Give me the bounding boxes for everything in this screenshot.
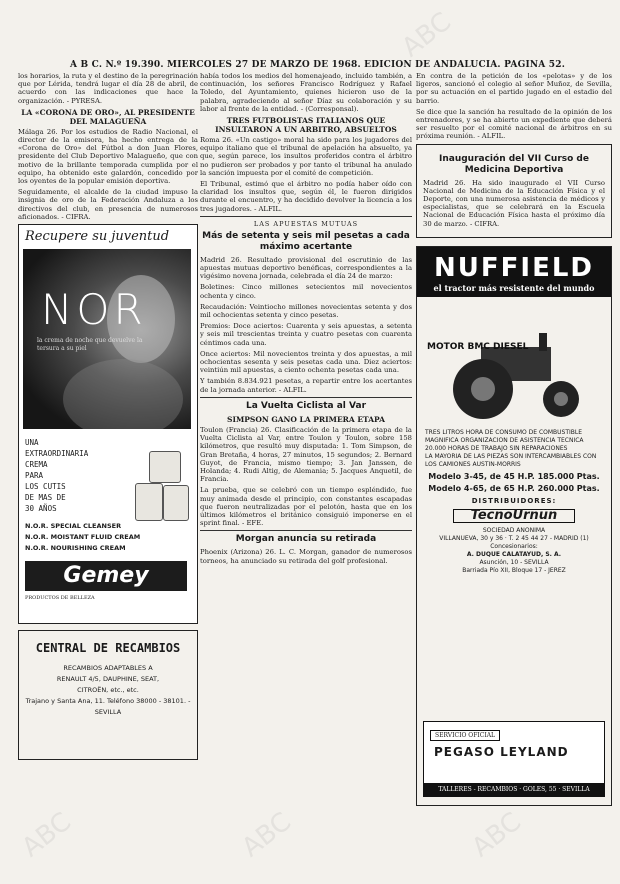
watermark: ABC bbox=[466, 806, 527, 864]
dealer-subtitle: SOCIEDAD ANONIMA bbox=[482, 526, 546, 534]
divider bbox=[200, 397, 412, 398]
jar-icon bbox=[163, 485, 189, 521]
article-headline: LA «CORONA DE ORO», AL PRESIDENTE DEL MALAGUEÑA bbox=[21, 107, 195, 126]
product-item: N.O.R. MOISTANT FLUID CREAM bbox=[25, 533, 141, 542]
nuffield-advertisement bbox=[416, 246, 612, 806]
article-headline: Inauguración del VII Curso de Medicina Deportiva bbox=[439, 153, 589, 175]
product-item: N.O.R. SPECIAL CLEANSER bbox=[25, 522, 122, 531]
article-text: Y también 8.834.921 pesetas, a repartir entre los acertantes de la jornada anterior. - ALFIL. bbox=[200, 377, 412, 394]
feature-item: LA MAYORIA DE LAS PIEZAS SON INTERCAMBIABLES CON LOS CAMIONES AUSTIN-MORRIS bbox=[425, 452, 597, 468]
feature-item: 20.000 HORAS DE TRABAJO SIN REPARACIONES bbox=[425, 444, 568, 452]
ad-title: CENTRAL DE RECAMBIOS bbox=[35, 641, 181, 656]
recambios-advertisement bbox=[18, 630, 198, 760]
article-text: Phoenix (Arizona) 26. L. C. Morgan, ganador de numerosos torneos, ha anunciado su retirada del golf profesional. bbox=[200, 548, 412, 565]
ad-line: CITROËN, etc., etc. bbox=[77, 686, 139, 695]
watermark: ABC bbox=[16, 806, 77, 864]
ad-words bbox=[25, 437, 88, 514]
divider bbox=[200, 216, 412, 217]
ad-word: LOS CUTIS bbox=[25, 482, 66, 492]
ad-word: DE MAS DE bbox=[25, 493, 66, 503]
ad-footer: TALLERES - RECAMBIOS · GOLES, 55 · SEVILLA bbox=[424, 783, 604, 796]
ad-tagline: la crema de noche que devuelve la tersura a su piel bbox=[37, 337, 143, 353]
article-text: Boletines: Cinco millones setecientos mil novecientos ochenta y cinco. bbox=[200, 283, 412, 300]
article-text: Once aciertos: Mil novecientos treinta y dos apuestas, a mil ochocientas sesenta y seis pesetas cada una. Diez aciertos: veintiún mil apuestas, a ciento ochenta pesetas cada una. bbox=[200, 349, 412, 375]
article-text: Madrid 26. Ha sido inaugurado el VII Curso Nacional de Medicina de la Educación Física y el Deporte, con una numerosa asistencia de médicos y especialistas, que se celebrará en la Escuela Nacional de Educación Física hasta el próximo día 30 de marzo. - CIFRA. bbox=[423, 178, 605, 228]
product-list bbox=[25, 521, 140, 554]
article-text: Málaga 26. Por los estudios de Radio Nacional, el director de la emisora, ha hecho entrega de la «Corona de Oro» del Fútbol a don Juan Flores, presidente del Club Deportivo Malagueño, que con motivo de la brillante temporada cumplida por el equipo, ha obtenido este galardón, concedido por los oyentes de la popular emisión deportiva. bbox=[18, 127, 198, 186]
tractor-illustration bbox=[421, 327, 605, 422]
dealer-address: VILLANUEVA, 30 y 36 · T. 2 45 44 27 - MADRID (1) bbox=[439, 534, 589, 542]
article-text: Seguidamente, el alcalde de la ciudad impuso la insignia de oro de la Federación Andaluza a los directivos del club, en presencia de numerosos aficionados. - CIFRA. bbox=[18, 188, 198, 221]
ad-line: RENAULT 4/5, DAUPHINE, SEAT, bbox=[56, 675, 160, 684]
ad-subtitle: el tractor más resistente del mundo bbox=[433, 282, 595, 293]
boxed-article bbox=[416, 144, 612, 238]
ad-header bbox=[417, 247, 611, 297]
ad-word: PARA bbox=[25, 471, 44, 481]
article-text: los horarios, la ruta y el destino de la peregrinación que por Lérida, tendrá lugar el día 28 de abril, de acuerdo con las indicaciones que hace la organización. - PYRESA. bbox=[18, 72, 198, 105]
ad-line: Trajano y Santa Ana, 11. Teléfono 38000 - 38101. - SEVILLA bbox=[25, 697, 191, 717]
nor-cream-advertisement bbox=[18, 224, 198, 624]
pegaso-leyland-advertisement bbox=[423, 721, 605, 797]
column-left bbox=[18, 72, 198, 880]
jar-icon bbox=[149, 451, 181, 483]
price-line: Modelo 4-65, de 65 H.P. 260.000 Ptas. bbox=[428, 483, 600, 493]
agent-label: Concesionarios: bbox=[490, 542, 538, 550]
article-text: había todos los medios del homenajeado, incluido también, a continuación, los señores Francisco Rodríguez y Rafael Toledo, del Ayuntamiento, quienes hicieron uso de la palabra, agradeciendo al señor Díaz su colaboración y su labor al frente de la entidad. - (Corresponsal). bbox=[200, 72, 412, 113]
article-text: La prueba, que se celebró con un tiempo espléndido, fue muy animada desde el principio, con constantes escapadas que fueron neutralizadas por el pelotón, hasta que en los últimos kilómetros el británico consiguió imponerse en el sprint final. - EFE. bbox=[200, 486, 412, 528]
service-badge: SERVICIO OFICIAL bbox=[430, 730, 500, 741]
column-right bbox=[416, 72, 612, 880]
article-text: Se dice que la sanción ha resultado de la opinión de los entrenadores, y se ha abierto un expediente que deberá ser resuelto por el comité nacional de árbitros en su próxima reunión. - ALFIL. bbox=[416, 107, 612, 141]
agent-name: A. DUQUE CALATAYUD, S. A. bbox=[466, 550, 562, 558]
article-headline: TRES FUTBOLISTAS ITALIANOS QUE INSULTARON A UN ARBITRO, ABSUELTOS bbox=[215, 116, 397, 135]
ad-word: EXTRAORDINARIA bbox=[25, 449, 89, 459]
ad-word: 30 AÑOS bbox=[25, 504, 57, 514]
ad-line: RECAMBIOS ADAPTABLES A bbox=[63, 664, 153, 673]
gemey-logo: Gemey bbox=[25, 561, 187, 591]
product-item: N.O.R. NOURISHING CREAM bbox=[25, 544, 126, 553]
agent-address: Asunción, 10 - SEVILLA bbox=[479, 558, 549, 566]
ad-slogan: Recupere su juventud bbox=[25, 229, 170, 245]
watermark: ABC bbox=[396, 6, 457, 64]
article-text: Recaudación: Veintiocho millones novecientas setenta y dos mil ochocientas setenta y cinco pesetas. bbox=[200, 302, 412, 320]
ad-word: UNA bbox=[25, 438, 39, 448]
article-text: El Tribunal, estimó que el árbitro no podía haber oído con claridad los insultos que, según él, le fueron dirigidos durante el encuentro, y ha decidido devolver la licencia a los tres jugadores. - ALFIL. bbox=[200, 180, 412, 213]
article-headline: La Vuelta Ciclista al Var bbox=[245, 400, 367, 411]
column-center bbox=[200, 72, 412, 880]
nor-logo: NOR bbox=[41, 285, 147, 335]
brand-subtitle: PRODUCTOS DE BELLEZA bbox=[25, 595, 95, 602]
motor-label: MOTOR BMC DIESEL bbox=[427, 341, 529, 352]
jar-icon bbox=[135, 483, 163, 521]
article-headline: Más de setenta y seis mil pesetas a cada máximo acertante bbox=[202, 230, 410, 252]
cream-jars-illustration bbox=[135, 451, 189, 521]
price-line: Modelo 3-45, de 45 H.P. 185.000 Ptas. bbox=[428, 471, 600, 481]
feature-item: TRES LITROS HORA DE CONSUMO DE COMBUSTIBLE bbox=[425, 428, 583, 436]
article-text: En contra de la petición de los «pelotas» y de los ligeros, sancionó el colegio al señor Muñoz, de Sevilla, por su actuación en el partido jugado en el estadio del barrio. bbox=[416, 72, 612, 105]
article-text: Premios: Doce aciertos: Cuarenta y seis apuestas, a setenta y seis mil trescientas treinta y cuatro pesetas con cuarenta céntimos cada una. bbox=[200, 322, 412, 347]
section-label: LAS APUESTAS MUTUAS bbox=[253, 219, 359, 228]
distributors-label: DISTRIBUIDORES: bbox=[471, 496, 557, 505]
pegaso-logo: PEGASO LEYLAND bbox=[434, 744, 569, 759]
article-headline: Morgan anuncia su retirada bbox=[235, 534, 377, 545]
nuffield-logo: NUFFIELD bbox=[434, 252, 594, 283]
agent-address: Barriada Pío XII, Bloque 17 - JEREZ bbox=[462, 566, 566, 574]
divider bbox=[200, 530, 412, 531]
feature-list bbox=[425, 429, 603, 575]
article-text: Roma 26. «Un castigo» moral ha sido para los jugadores del equipo italiano que el tribunal de apelación ha absuelto, ya que, según parece, los insultos proferidos contra el árbitro no pudieron ser probados y por tanto el tribunal ha anulado la sanción impuesta por el comité de competición. bbox=[200, 136, 412, 177]
ad-word: CREMA bbox=[25, 460, 48, 470]
watermark: ABC bbox=[236, 806, 297, 864]
article-text: Toulon (Francia) 26. Clasificación de la primera etapa de la Vuelta Ciclista al Var, entre Toulon y Toulon, sobre 158 kilómetros, que resultó muy disputada: 1. Tom Simpson, de Gran Bretaña, 4 horas, 27 minutos, 15 segundos; 2. Bernard Guyot, de Francia, mismo tiempo; 3. Jan Janssen, de Holanda; 4. Rudi Altig, de Alemania; 5. Jacques Anquetil, de Francia. bbox=[200, 425, 412, 484]
article-text: Madrid 26. Resultado provisional del escrutinio de las apuestas mutuas deportivo benéficas, correspondientes a la vigésimo novena jornada, celebrada el día 24 de marzo: bbox=[200, 255, 412, 281]
dealer-logo: TecnoUrnun bbox=[453, 509, 575, 523]
article-subheadline: SIMPSON GANO LA PRIMERA ETAPA bbox=[227, 414, 385, 424]
page-header: A B C. N.º 19.390. MIERCOLES 27 DE MARZO DE 1968. EDICION DE ANDALUCIA. PAGINA 52. bbox=[70, 60, 566, 70]
feature-item: MAGNIFICA ORGANIZACION DE ASISTENCIA TECNICA bbox=[425, 436, 584, 444]
